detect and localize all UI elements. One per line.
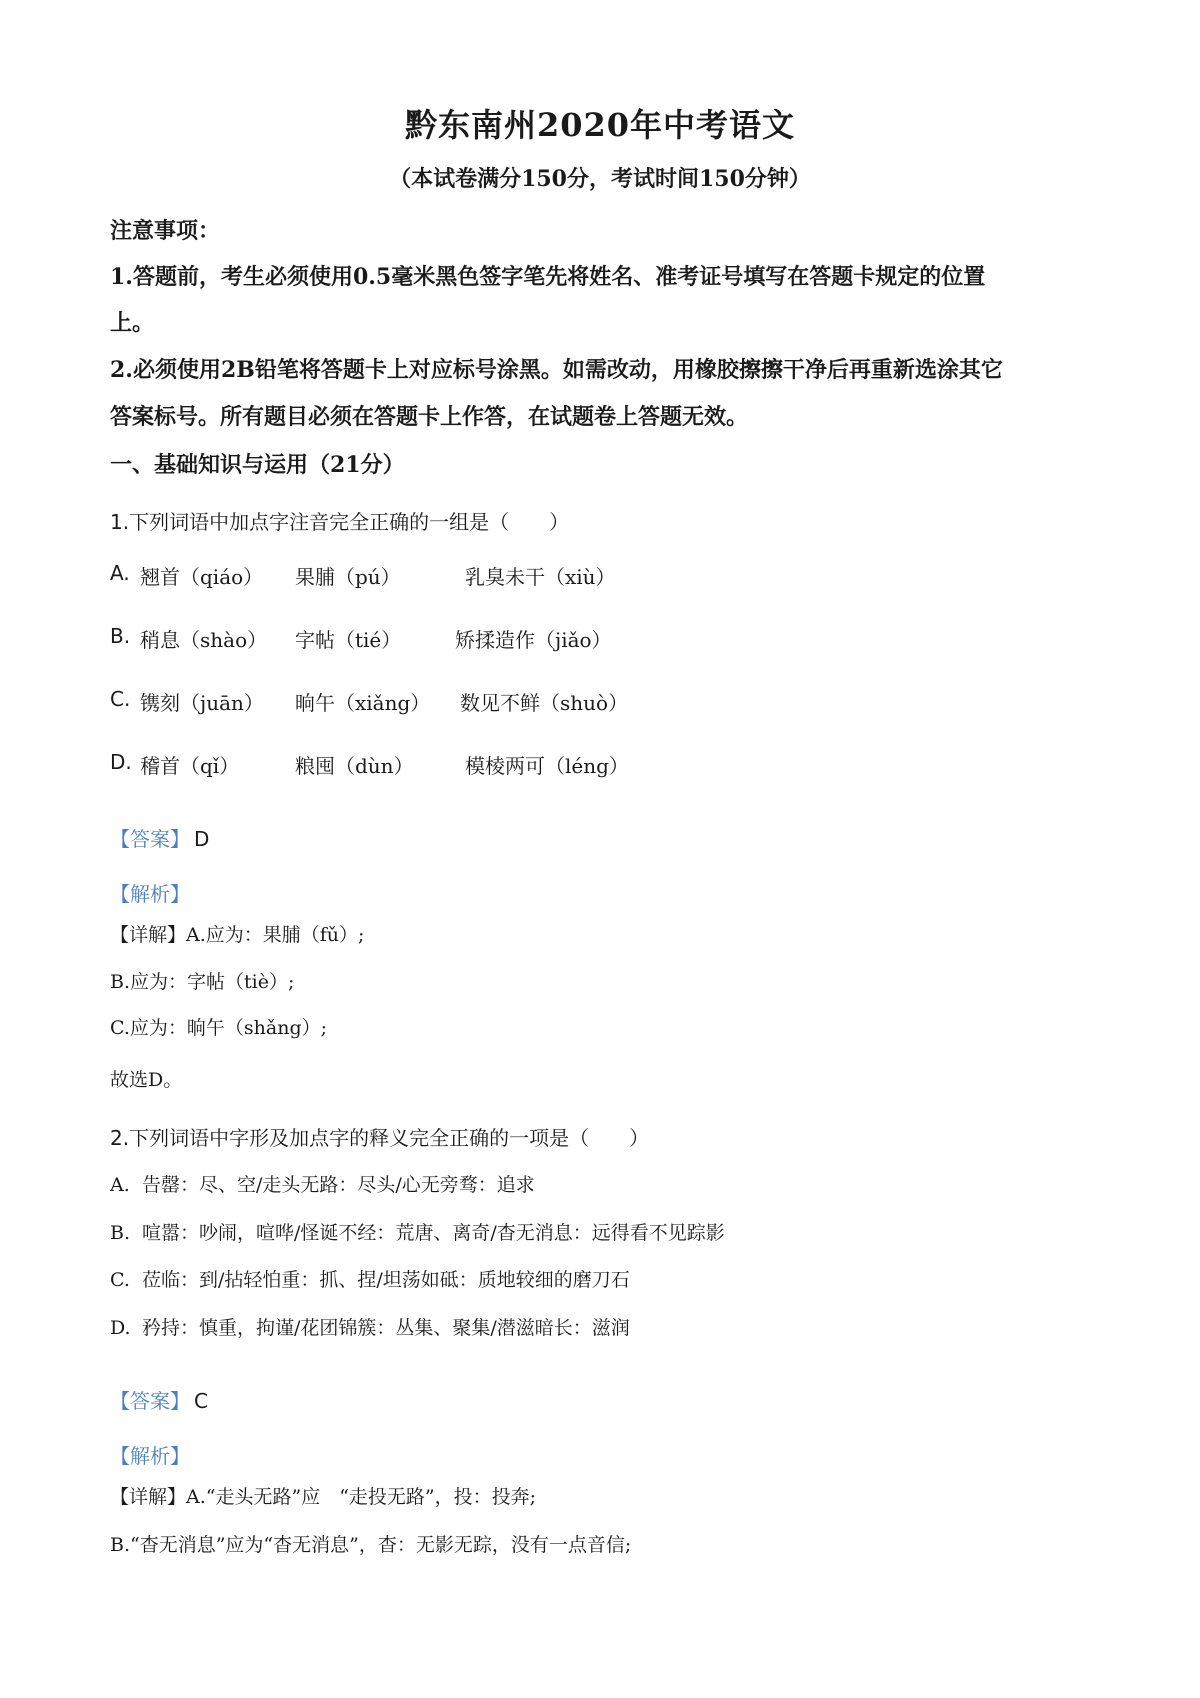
option-letter: B. (110, 1222, 131, 1244)
q1-option-d (110, 750, 1010, 780)
option-item-2: 粮囤（dùn） (295, 754, 414, 778)
answer-label: 【答案】 (110, 1389, 190, 1413)
q1-detail-3: C.应为：晌午（shǎng）; (110, 1017, 328, 1039)
option-item-3: 乳臭未干（xiù） (465, 565, 616, 589)
detail-label: 【详解】 (110, 1486, 187, 1508)
detail-text: A.“走头无路”应 “走投无路”，投：投奔; (186, 1486, 537, 1508)
option-text: 喧嚣：吵闹，喧哗/怪诞不经：荒唐、离奇/杳无消息：远得看不见踪影 (142, 1222, 725, 1244)
notice-item-1: 1.答题前，考生必须使用0.5毫米黑色签字笔先将姓名、准考证号填写在答题卡规定的位置 (110, 264, 986, 290)
section-heading: 一、基础知识与运用（21分） (110, 452, 405, 478)
detail-text: A.应为：果脯（fǔ）; (186, 924, 365, 946)
question-2-stem: 2.下列词语中字形及加点字的释义完全正确的一项是（ ） (110, 1126, 650, 1150)
option-letter: B. (110, 624, 131, 648)
option-item-2: 晌午（xiǎng） (295, 691, 431, 715)
answer-value: C (194, 1389, 208, 1413)
notice-heading: 注意事项： (110, 218, 221, 244)
notice-item-2-cont: 答案标号。所有题目必须在答题卡上作答，在试题卷上答题无效。 (110, 404, 749, 430)
detail-label: 【详解】 (110, 924, 187, 946)
q1-option-c (110, 687, 1010, 717)
option-text: 矜持：慎重，拘谨/花团锦簇：丛集、聚集/潜滋暗长：滋润 (142, 1317, 630, 1339)
page-title: 黔东南州2020年中考语文 (404, 106, 796, 144)
option-item-1: 稍息（shào） (140, 628, 268, 652)
option-item-1: 稽首（qǐ） (140, 754, 240, 778)
notice-item-2: 2.必须使用2B铅笔将答题卡上对应标号涂黑。如需改动，用橡胶擦擦干净后再重新选涂其它 (110, 357, 1003, 383)
q1-conclusion: 故选D。 (110, 1069, 183, 1091)
option-letter: C. (110, 1269, 130, 1291)
q1-detail-1 (110, 920, 364, 947)
option-letter: D. (110, 750, 132, 774)
q2-detail-2: B.“杳无消息”应为“杳无消息”，杳：无影无踪，没有一点音信; (110, 1534, 632, 1556)
option-item-1: 镌刻（juān） (140, 691, 264, 715)
question-1-stem: 1.下列词语中加点字注音完全正确的一组是（ ） (110, 510, 570, 534)
page-subtitle: （本试卷满分150分，考试时间150分钟） (389, 166, 811, 192)
q2-option-b (110, 1218, 725, 1245)
option-text: 告罄：尽、空/走头无路：尽头/心无旁骛：追求 (142, 1174, 535, 1196)
q1-option-b (110, 624, 1010, 654)
q2-answer (110, 1385, 208, 1414)
q1-analysis-label: 【解析】 (110, 882, 190, 906)
option-item-3: 数见不鲜（shuò） (460, 691, 629, 715)
q1-detail-2: B.应为：字帖（tiè）; (110, 971, 295, 993)
option-letter: C. (110, 687, 131, 711)
option-item-3: 矫揉造作（jiǎo） (455, 628, 612, 652)
q2-detail-1 (110, 1482, 536, 1509)
q1-option-a (110, 561, 1010, 591)
q2-analysis-label: 【解析】 (110, 1444, 190, 1468)
option-letter: D. (110, 1317, 131, 1339)
q2-option-a (110, 1170, 535, 1197)
answer-value: D (194, 827, 210, 851)
q1-answer (110, 823, 209, 852)
option-item-3: 模棱两可（léng） (465, 754, 629, 778)
notice-item-1-cont: 上。 (110, 310, 155, 336)
option-item-2: 字帖（tié） (295, 628, 402, 652)
option-text: 莅临：到/拈轻怕重：抓、捏/坦荡如砥：质地较细的磨刀石 (142, 1269, 630, 1291)
option-item-2: 果脯（pú） (295, 565, 401, 589)
option-letter: A. (110, 561, 130, 585)
q2-option-c (110, 1265, 630, 1292)
option-letter: A. (110, 1174, 130, 1196)
answer-label: 【答案】 (110, 827, 190, 851)
q2-option-d (110, 1313, 630, 1340)
option-item-1: 翘首（qiáo） (140, 565, 264, 589)
